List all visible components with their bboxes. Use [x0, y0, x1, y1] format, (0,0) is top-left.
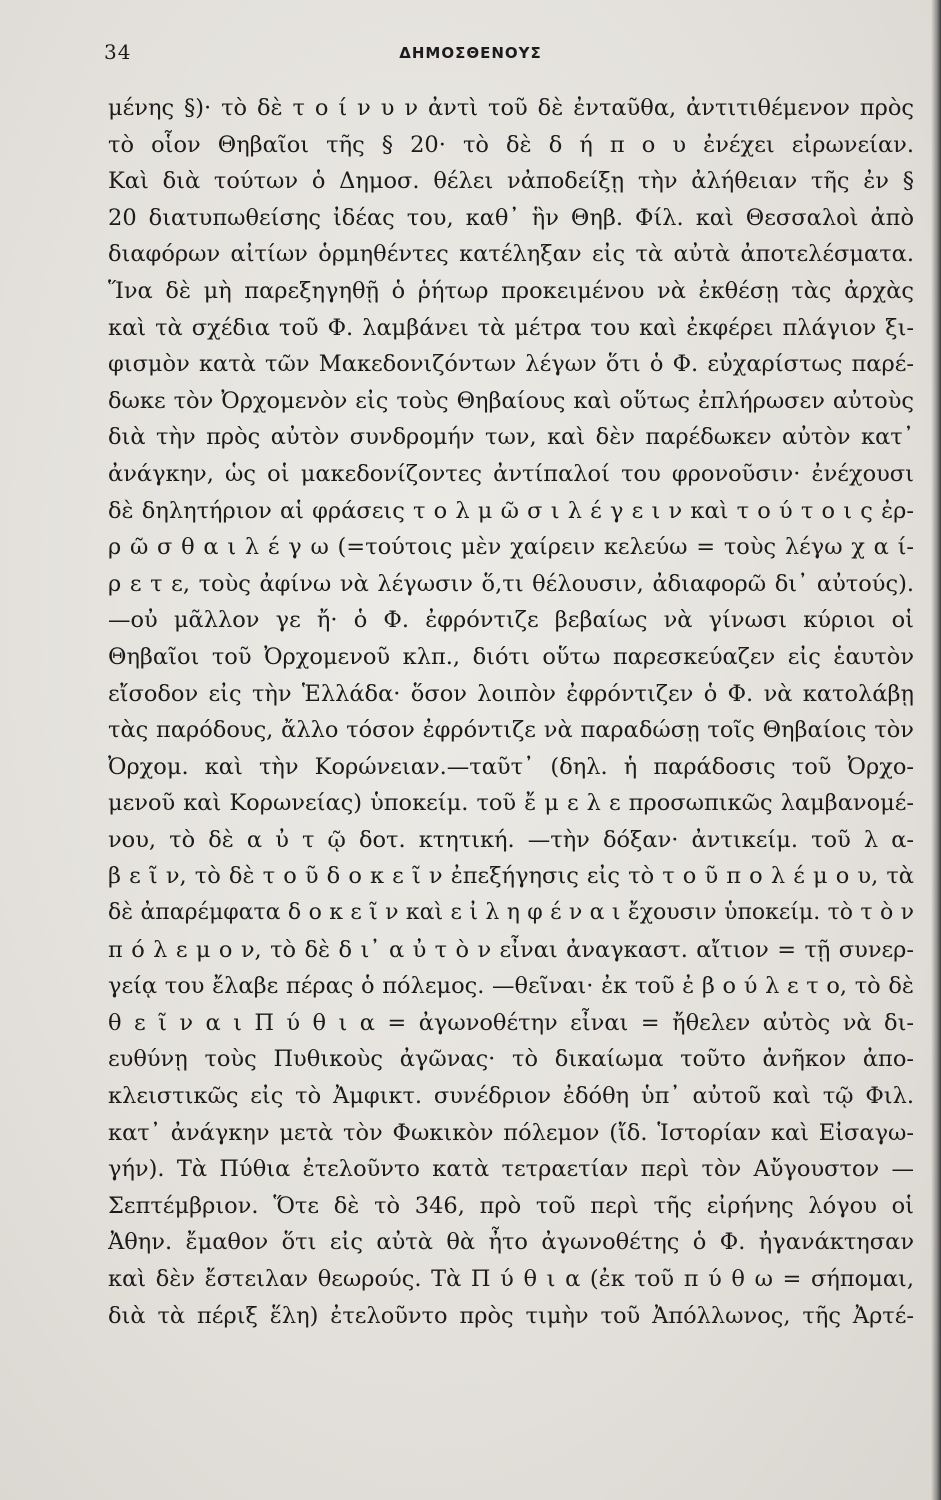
text-line: μενοῦ καὶ Κορωνείας) ὑποκείμ. τοῦ ἔ μ ε λ ε προσωπικῶς λαμβανομέ-: [108, 790, 914, 817]
text-line: Ἵνα δὲ μὴ παρεξηγηθῇ ὁ ῥήτωρ προκειμένου νὰ ἐκθέσῃ τὰς ἀρχὰς: [108, 277, 914, 304]
text-line: ευθύνῃ τοὺς Πυθικοὺς ἀγῶνας· τὸ δικαίωμα τοῦτο ἀνῆκον ἀπο-: [108, 1046, 914, 1073]
text-line: καὶ δὲν ἔστειλαν θεωρούς. Τὰ Π ύ θ ι α (ἐκ τοῦ π ύ θ ω = σήπομαι,: [108, 1266, 914, 1292]
text-line: μένης §)· τὸ δὲ τ ο ί ν υ ν ἀντὶ τοῦ δὲ ἐνταῦθα, ἀντιτιθέμενον πρὸς: [108, 95, 914, 121]
text-line: ρ ε τ ε, τοὺς ἀφίνω νὰ λέγωσιν ὅ,τι θέλουσιν, ἀδιαφορῶ δι᾽ αὐτούς).: [108, 570, 914, 597]
text-line: τὸ οἷον Θηβαῖοι τῆς § 20· τὸ δὲ δ ή π ο υ ἐνέχει εἰρωνείαν.: [108, 131, 914, 158]
text-line: β ε ῖ ν, τὸ δὲ τ ο ῦ δ ο κ ε ῖ ν ἐπεξήγησις εἰς τὸ τ ο ῦ π ο λ έ μ ο υ, τὰ: [108, 863, 914, 890]
text-line: κλειστικῶς εἰς τὸ Ἀμφικτ. συνέδριον ἐδόθη ὑπ᾽ αὐτοῦ καὶ τῷ Φιλ.: [108, 1083, 914, 1110]
text-line: Ἀθην. ἔμαθον ὅτι εἰς αὐτὰ θὰ ἦτο ἀγωνοθέτης ὁ Φ. ἠγανάκτησαν: [108, 1229, 914, 1256]
text-line: Καὶ διὰ τούτων ὁ Δημοσ. θέλει νἀποδείξῃ τὴν ἀλήθειαν τῆς ἐν §: [108, 168, 914, 195]
text-line: π ό λ ε μ ο ν, τὸ δὲ δ ι᾽ α ὐ τ ὸ ν εἶναι ἀναγκαστ. αἴτιον = τῇ συνερ-: [108, 936, 914, 963]
text-line: κατ᾽ ἀνάγκην μετὰ τὸν Φωκικὸν πόλεμον (ἴδ. Ἱστορίαν καὶ Εἰσαγω-: [108, 1119, 914, 1146]
text-line: διὰ τὰ πέριξ ἕλη) ἐτελοῦντο πρὸς τιμὴν τοῦ Ἀπόλλωνος, τῆς Ἀρτέ-: [108, 1302, 914, 1329]
text-line: εἴσοδον εἰς τὴν Ἑλλάδα· ὅσον λοιπὸν ἐφρόντιζεν ὁ Φ. νὰ κατολάβῃ: [108, 680, 914, 707]
text-line: καὶ τὰ σχέδια τοῦ Φ. λαμβάνει τὰ μέτρα του καὶ ἐκφέρει πλάγιον ξι-: [108, 314, 914, 341]
text-line: γείᾳ του ἔλαβε πέρας ὁ πόλεμος. —θεῖναι· ἐκ τοῦ ἐ β ο ύ λ ε τ ο, τὸ δὲ: [108, 973, 914, 1000]
text-line: ρ ῶ σ θ α ι λ έ γ ω (=τούτοις μὲν χαίρειν κελεύω = τοὺς λέγω χ α ί-: [108, 534, 914, 561]
text-line: διὰ τὴν πρὸς αὐτὸν συνδρομήν των, καὶ δὲν παρέδωκεν αὐτὸν κατ᾽: [108, 424, 914, 451]
text-line: νου, τὸ δὲ α ὐ τ ῷ δοτ. κτητική. —τὴν δόξαν· ἀντικείμ. τοῦ λ α-: [108, 826, 914, 853]
commentary-text: [108, 90, 914, 1334]
text-line: φισμὸν κατὰ τῶν Μακεδονιζόντων λέγων ὅτι ὁ Φ. εὐχαρίστως παρέ-: [108, 351, 914, 378]
running-head: ΔΗΜΟΣΘΕΝΟΥΣ: [399, 44, 542, 62]
text-line: δὲ δηλητήριον αἱ φράσεις τ ο λ μ ῶ σ ι λ έ γ ε ι ν καὶ τ ο ύ τ ο ι ς ἐρ-: [108, 497, 914, 524]
text-line: δωκε τὸν Ὀρχομενὸν εἰς τοὺς Θηβαίους καὶ οὕτως ἐπλήρωσεν αὐτοὺς: [108, 387, 914, 414]
text-line: δὲ ἀπαρέμφατα δ ο κ ε ῖ ν καὶ ε ἰ λ η φ έ ν α ι ἔχουσιν ὑποκείμ. τὸ τ ὸ ν: [108, 900, 914, 926]
text-line: θ ε ῖ ν α ι Π ύ θ ι α = ἀγωνοθέτην εἶναι = ἤθελεν αὐτὸς νὰ δι-: [108, 1009, 914, 1036]
page-edge-shadow: [931, 0, 941, 1500]
page-number: 34: [104, 40, 132, 64]
text-line: διαφόρων αἰτίων ὁρμηθέντες κατέληξαν εἰς τὰ αὐτὰ ἀποτελέσματα.: [108, 241, 914, 268]
text-line: Σεπτέμβριον. Ὅτε δὲ τὸ 346, πρὸ τοῦ περὶ τῆς εἰρήνης λόγου οἱ: [108, 1192, 914, 1219]
text-line: 20 διατυπωθείσης ἰδέας του, καθ᾽ ἣν Θηβ. Φίλ. καὶ Θεσσαλοὶ ἀπὸ: [108, 204, 914, 231]
text-line: Θηβαῖοι τοῦ Ὀρχομενοῦ κλπ., διότι οὕτω παρεσκεύαζεν εἰς ἑαυτὸν: [108, 643, 914, 670]
text-line: ἀνάγκην, ὡς οἱ μακεδονίζοντες ἀντίπαλοί του φρονοῦσιν· ἐνέχουσι: [108, 460, 914, 487]
text-line: τὰς παρόδους, ἄλλο τόσον ἐφρόντιζε νὰ παραδώσῃ τοῖς Θηβαίοις τὸν: [108, 717, 914, 744]
text-line: Ὀρχομ. καὶ τὴν Κορώνειαν.—ταῦτ᾽ (δηλ. ἡ παράδοσις τοῦ Ὀρχο-: [108, 753, 914, 780]
text-line: —οὐ μᾶλλον γε ἤ· ὁ Φ. ἐφρόντιζε βεβαίως νὰ γίνωσι κύριοι οἱ: [108, 607, 914, 634]
text-line: γήν). Τὰ Πύθια ἐτελοῦντο κατὰ τετραετίαν περὶ τὸν Αὔγουστον —: [108, 1156, 914, 1183]
